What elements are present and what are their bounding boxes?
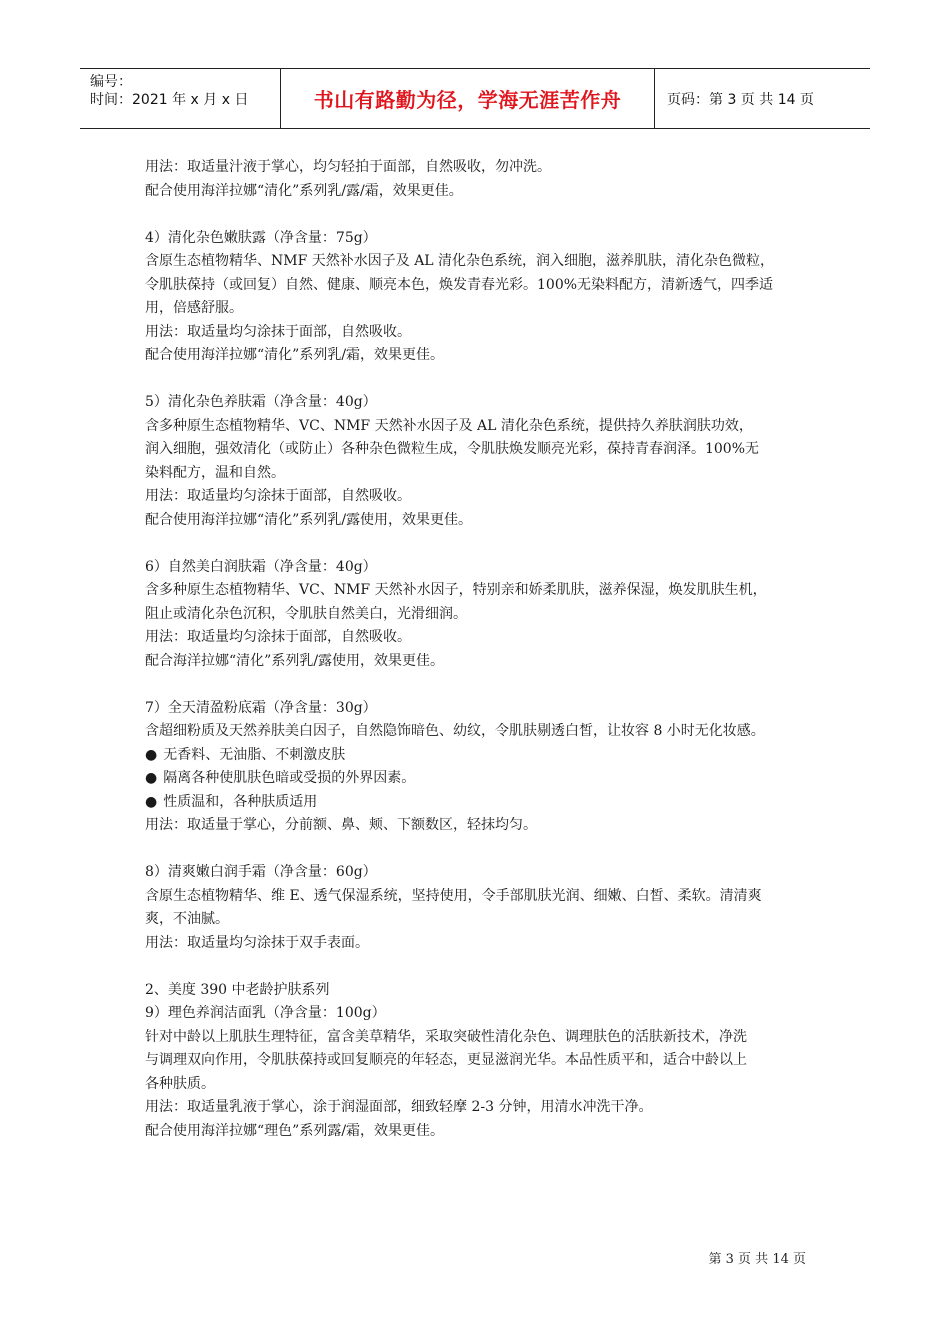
text-line: 配合使用海洋拉娜“理色”系列露/霜，效果更佳。	[145, 1122, 445, 1139]
text-line: 含原生态植物精华、NMF 天然补水因子及 AL 清化杂色系统，润入细胞，滋养肌肤，清化杂色微粒，	[145, 253, 775, 269]
header-motto: 书山有路勤为径，学海无涯苦作舟	[281, 69, 655, 128]
text-line: 令肌肤葆持（或回复）自然、健康、顺亮本色，焕发青春光彩。100%无染料配方，清新透气，四季适	[145, 276, 774, 293]
text-line: 各种肤质。	[145, 1075, 215, 1092]
product-title: 4）清化杂色嫩肤露（净含量：75g）	[145, 229, 377, 246]
product-section-4	[145, 227, 815, 368]
text-line: 配合海洋拉娜“清化”系列乳/露使用，效果更佳。	[145, 652, 445, 669]
product-section-9	[145, 979, 815, 1144]
header-page-info: 页码：第 3 页 共 14 页	[667, 91, 814, 108]
intro-usage: 用法：取适量汁液于掌心，均匀轻拍于面部，自然吸收，勿冲洗。	[145, 159, 551, 175]
product-title: 9）理色养润洁面乳（净含量：100g）	[145, 1005, 386, 1021]
product-section-7	[145, 697, 815, 838]
header-meta	[80, 69, 281, 128]
date-line: 时间：2021 年 x 月 x 日	[90, 92, 249, 108]
text-line: 润入细胞，强效清化（或防止）各种杂色微粒生成，令肌肤焕发顺亮光彩，葆持青春润泽。100%无	[145, 441, 760, 457]
series-heading: 2、美度 390 中老龄护肤系列	[145, 981, 330, 998]
intro-block	[145, 156, 815, 203]
text-line: 用法：取适量乳液于掌心，涂于润湿面部，细致轻摩 2-3 分钟，用清水冲洗干净。	[145, 1099, 653, 1115]
text-line: 用，倍感舒服。	[145, 300, 243, 316]
text-line: 与调理双向作用，令肌肤葆持或回复顺亮的年轻态，更显滋润光华。本品性质平和，适合中龄以上	[145, 1052, 747, 1068]
text-line: 用法：取适量均匀涂抹于面部，自然吸收。	[145, 323, 411, 340]
intro-combo: 配合使用海洋拉娜“清化”系列乳/露/霜，效果更佳。	[145, 182, 463, 199]
product-section-8	[145, 861, 815, 955]
product-section-5	[145, 391, 815, 532]
document-body	[145, 156, 815, 1167]
text-line: 针对中龄以上肌肤生理特征，富含美草精华，采取突破性清化杂色、调理肤色的活肤新技术，净洗	[145, 1028, 747, 1045]
text-line: 配合使用海洋拉娜“清化”系列乳/霜，效果更佳。	[145, 347, 445, 363]
text-line: 用法：取适量均匀涂抹于面部，自然吸收。	[145, 488, 411, 504]
text-line: 用法：取适量于掌心，分前额、鼻、颊、下额数区，轻抹均匀。	[145, 817, 537, 833]
page-footer: 第 3 页 共 14 页	[708, 1252, 806, 1267]
text-line: 用法：取适量均匀涂抹于面部，自然吸收。	[145, 629, 411, 645]
bullet-item: ● 无香料、无油脂、不刺激皮肤	[145, 744, 815, 768]
product-title: 5）清化杂色养肤霜（净含量：40g）	[145, 394, 377, 410]
text-line: 含多种原生态植物精华、VC、NMF 天然补水因子及 AL 清化杂色系统，提供持久养肤润肤功效，	[145, 417, 753, 434]
text-line: 含超细粉质及天然养肤美白因子，自然隐饰暗色、幼纹，令肌肤剔透白皙，让妆容 8 小时无化妆感。	[145, 723, 765, 739]
product-title: 8）清爽嫩白润手霜（净含量：60g）	[145, 864, 377, 880]
text-line: 阻止或清化杂色沉积，令肌肤自然美白，光滑细润。	[145, 605, 467, 622]
text-line: 含多种原生态植物精华、VC、NMF 天然补水因子，特别亲和娇柔肌肤，滋养保湿，焕发肌肤生机，	[145, 582, 767, 598]
text-line: 爽，不油腻。	[145, 911, 229, 927]
product-section-6	[145, 556, 815, 674]
product-title: 7）全天清盈粉底霜（净含量：30g）	[145, 699, 377, 716]
text-line: 用法：取适量均匀涂抹于双手表面。	[145, 934, 369, 951]
bullet-item: ● 隔离各种使肌肤色暗或受损的外界因素。	[145, 767, 815, 791]
serial-label: 编号：	[90, 74, 132, 90]
text-line: 含原生态植物精华、维 E、透气保湿系统，坚持使用，令手部肌肤光润、细嫩、白皙、柔软。清清爽	[145, 887, 762, 904]
text-line: 配合使用海洋拉娜“清化”系列乳/露使用，效果更佳。	[145, 511, 473, 528]
text-line: 染料配方，温和自然。	[145, 464, 285, 481]
bullet-item: ● 性质温和，各种肤质适用	[145, 791, 815, 815]
product-title: 6）自然美白润肤霜（净含量：40g）	[145, 558, 377, 575]
page-header	[80, 68, 870, 129]
